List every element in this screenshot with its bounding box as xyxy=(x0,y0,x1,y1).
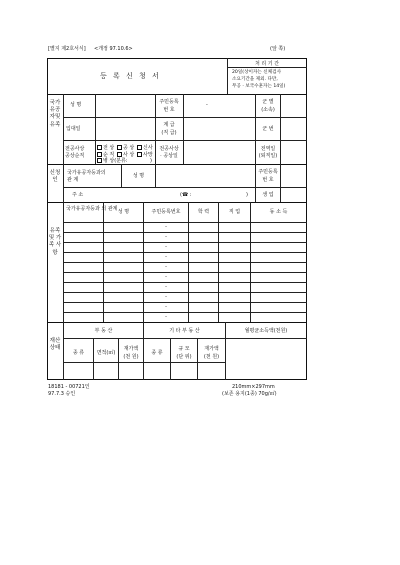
rrn-dash: - xyxy=(165,314,167,320)
option-label: 사 상 xyxy=(123,152,135,158)
option-label: ) xyxy=(150,158,152,164)
rrn-dash: - xyxy=(165,224,167,230)
rrn-dash: - xyxy=(165,244,167,250)
service-number-label: 군 번 xyxy=(262,126,274,132)
checkbox-missing[interactable] xyxy=(137,145,142,150)
rrn-dash: - xyxy=(165,254,167,260)
other-scale-label: (단 위) xyxy=(176,354,192,360)
target-name-field[interactable] xyxy=(96,96,154,116)
target-rrn-label: 주민등록 xyxy=(159,99,179,105)
applicant-rrn-label: 주민등록 xyxy=(258,169,278,175)
processing-period-label: 처 리 기 간 xyxy=(254,61,280,67)
rrn-dash: - xyxy=(165,294,167,300)
option-label: 사망 xyxy=(143,152,153,158)
target-branch-label: (소속) xyxy=(261,107,275,113)
applicant-rrn-label: 번 호 xyxy=(262,177,274,183)
real-estate-header: 부 동 산 xyxy=(94,328,113,334)
family-header-relation: 국가유공자등과 의 관계 xyxy=(66,206,118,212)
occupation-label: 생 업 xyxy=(262,192,274,198)
applicant-name-label: 성 명 xyxy=(132,173,145,179)
injury-date-label: · 공상일 xyxy=(160,153,178,159)
checkbox-wounded[interactable] xyxy=(117,152,122,157)
option-label: 병 상(분류: xyxy=(103,158,128,164)
family-header-income: 동 소 득 xyxy=(269,209,288,215)
paper-size: 210mm×297mm xyxy=(232,384,275,390)
rrn-dash: - xyxy=(165,274,167,280)
paper-type: (보존 용지(1종) 70g/㎡) xyxy=(222,391,277,397)
other-scale-label: 규 모 xyxy=(178,346,190,352)
relation-label: 관 계 xyxy=(67,177,79,183)
rank-label: 계 급 xyxy=(163,122,175,128)
option-label: 신사 xyxy=(143,145,153,151)
form-title: 등 록 신 청 서 xyxy=(100,72,161,80)
family-header-education: 학 력 xyxy=(197,209,210,215)
phone-close: ) xyxy=(246,192,248,198)
processing-period-text: 20일(상이자는 신체검사 xyxy=(232,70,282,75)
enlist-date-label: 입대일 xyxy=(66,126,81,132)
asset-area-label: 면적(㎡) xyxy=(96,350,116,356)
discharge-date-label: (퇴직일) xyxy=(258,153,278,159)
checkbox-death[interactable] xyxy=(137,152,142,157)
form-number: [별지 제2호서식] xyxy=(48,46,86,52)
relation-label: 국가유공자등과의 xyxy=(67,170,106,176)
asset-value-label: 재가액 xyxy=(123,346,139,352)
option-label: 공 상 xyxy=(123,145,135,151)
target-branch-label: 군 별 xyxy=(262,99,274,105)
form-code: 18181 - 00721인 xyxy=(48,384,90,390)
processing-period-text: 소요기간을 제외. 다만, xyxy=(232,77,278,82)
checkbox-battle-death[interactable] xyxy=(97,145,102,150)
other-assets-header: 기 타 부 동 산 xyxy=(169,328,200,334)
injury-type-label: 공상순직 xyxy=(65,153,85,159)
rrn-dash: - xyxy=(165,304,167,310)
discharge-date-label: 전역일 xyxy=(260,146,276,152)
other-value-label: 재가액 xyxy=(204,346,219,352)
rrn-dash: - xyxy=(165,264,167,270)
rrn-dash: - xyxy=(165,234,167,240)
revision-note: <개정 97.10.6> xyxy=(94,46,133,52)
option-label: 순 직 xyxy=(103,152,115,158)
family-header-job: 직 업 xyxy=(228,209,241,215)
injury-type-label: 전공사상 xyxy=(65,146,85,152)
monthly-income-header: 월평균소득액(천원) xyxy=(244,328,288,334)
asset-kind-label: 종 류 xyxy=(72,350,85,356)
family-header-name: 성 명 xyxy=(117,209,130,215)
rank-label: (직 급) xyxy=(161,130,177,136)
checkbox-duty-injury[interactable] xyxy=(117,145,122,150)
checkbox-duty-death[interactable] xyxy=(97,152,102,157)
other-value-label: (천 원) xyxy=(203,354,220,360)
section-label-target: 국가유공자및유족 xyxy=(49,100,61,128)
family-header-rrn: 주민등록번호 xyxy=(151,209,181,215)
approval-date: 97.7.3 승인 xyxy=(48,391,76,397)
target-rrn-label: 번 호 xyxy=(163,107,175,113)
target-name-label: 성 명 xyxy=(70,102,82,108)
other-kind-label: 종 류 xyxy=(151,350,163,356)
option-label: 전 상 xyxy=(103,145,115,151)
injury-date-label: 전공사상 xyxy=(159,146,179,152)
asset-value-label: (천 원) xyxy=(123,354,139,360)
checkbox-illness[interactable] xyxy=(97,158,102,163)
section-label-applicant: 신청인 xyxy=(49,170,61,184)
address-label: 주 소 xyxy=(72,192,84,198)
section-label-assets: 재산상태 xyxy=(49,338,61,352)
phone-open: (☎ : xyxy=(180,192,192,198)
page-side-label: (앞 쪽) xyxy=(270,46,286,52)
rrn-dash: - xyxy=(206,102,208,108)
rrn-dash: - xyxy=(165,284,167,290)
processing-period-text: 무공 · 보국수훈자는 14일) xyxy=(232,84,286,89)
section-label-family: 유족 및 가족 사항 xyxy=(48,228,62,256)
